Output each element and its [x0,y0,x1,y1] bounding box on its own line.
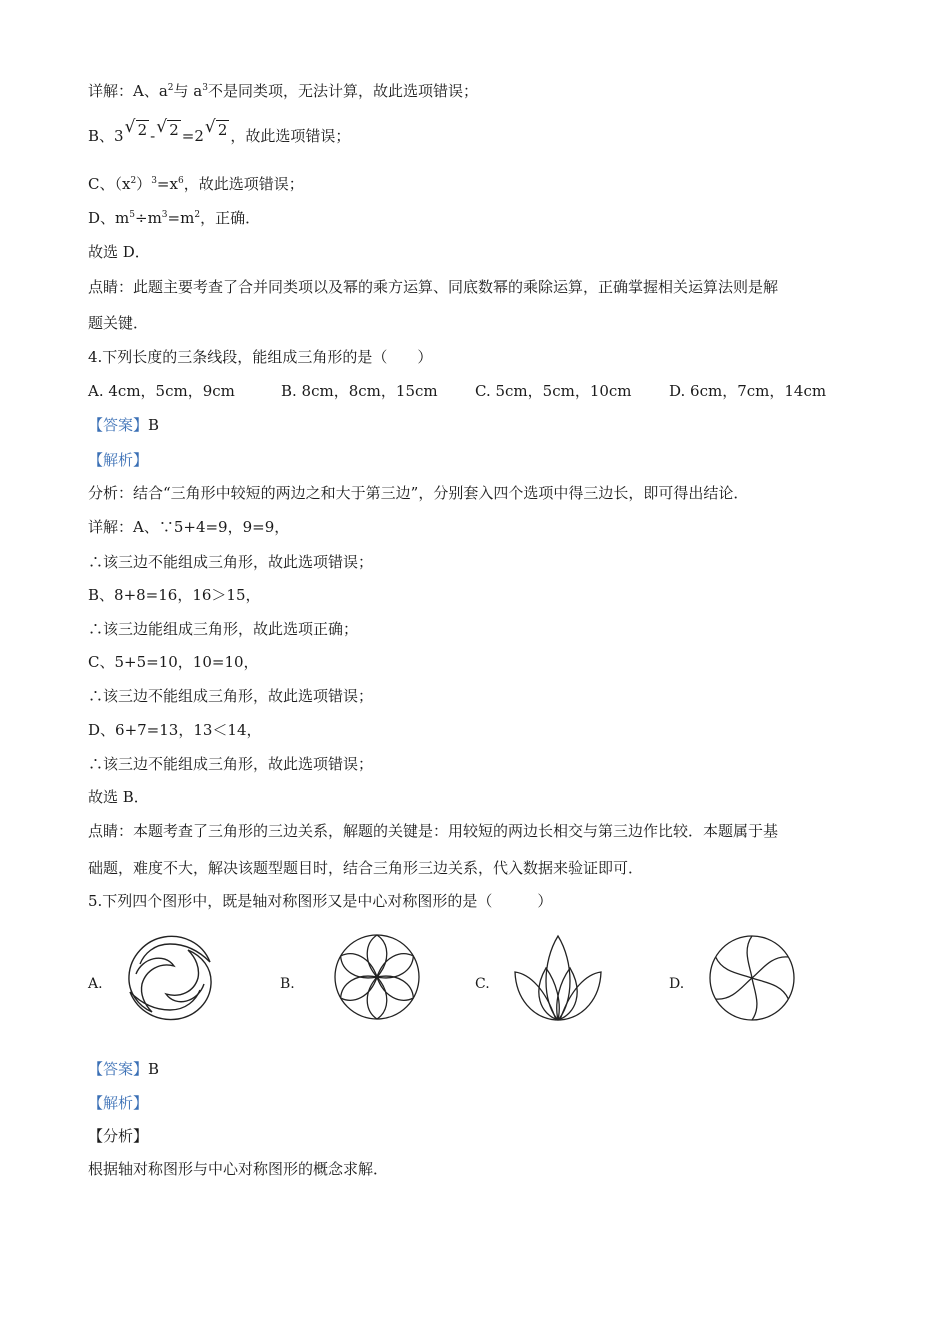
q5-fenxi-tag: 【分析】 [88,1127,149,1145]
q4-question: 4.下列长度的三条线段，能组成三角形的是（ ） [88,348,433,366]
q4-line: 分析：结合“三角形中较短的两边之和大于第三边”，分别套入四个选项中得三边长，即可得出结论． [88,484,749,502]
q4-line: ∴该三边能组成三角形，故此选项正确； [88,620,359,638]
figure-label-d: D. [669,976,685,992]
q4-line: ∴该三边不能组成三角形，故此选项错误； [88,553,374,571]
q4-line: 点睛：本题考查了三角形的三边关系，解题的关键是：用较短的两边长相交与第三边作比较．本题属于基 [88,822,779,840]
q5-fenxi-text: 根据轴对称图形与中心对称图形的概念求解． [88,1160,389,1178]
q5-analysis-tag: 【解析】 [88,1094,149,1112]
q3-detail-a: 详解：A、$a^2$与 $a^3$不是同类项，无法计算，故此选项错误； [88,82,478,100]
q5-answer: 【答案】B [88,1060,160,1078]
q3-detail-d: D、$m^5\div m^3=m^2$，正确． [88,209,261,227]
figure-b-flower-circle-icon [331,931,423,1023]
figure-d-pinwheel-icon [706,932,798,1024]
q4-line: D、6+7=13，13＜14， [88,721,262,739]
figure-label-c: C. [475,976,490,992]
q3-detail-c: C、$(x^2)^3=x^6$，故此选项错误； [88,175,304,193]
figure-c-lotus-icon [512,932,604,1024]
figure-label-a: A. [88,976,103,992]
q4-option-c: C. 5cm，5cm，10cm [475,382,632,400]
q4-line: 详解：A、∵5+4=9，9=9， [88,518,290,536]
q4-analysis-tag: 【解析】 [88,451,149,469]
q4-line: B、8+8=16，16＞15， [88,586,261,604]
sqrt-sign: √ 2 [124,117,148,139]
q5-question: 5.下列四个图形中，既是轴对称图形又是中心对称图形的是（ ） [88,892,553,910]
q3-detail-b: B、3 √ 2 - √ 2 =2 √ 2 ，故此选项错误； [88,117,351,145]
q3-comment-1: 点睛：此题主要考查了合并同类项以及幂的乘方运算、同底数幂的乘除运算，正确掌握相关运算法则是解 [88,278,779,296]
sqrt-sign: √ 2 [156,117,179,139]
q4-option-b: B. 8cm，8cm，15cm [281,382,438,400]
q4-option-a: A. 4cm，5cm，9cm [88,382,235,400]
sqrt-sign: √ 2 [204,117,228,139]
q4-line: ∴该三边不能组成三角形，故此选项错误； [88,755,374,773]
q3-comment-2: 题关键． [88,314,149,332]
q4-line: ∴该三边不能组成三角形，故此选项错误； [88,687,374,705]
figure-a-crescent-icon [124,932,216,1024]
q4-answer: 【答案】B [88,416,160,434]
figure-label-b: B. [280,976,295,992]
q4-option-d: D. 6cm，7cm，14cm [669,382,827,400]
q4-line: C、5+5=10，10=10， [88,653,259,671]
q4-line: 础题，难度不大，解决该题型题目时，结合三角形三边关系，代入数据来验证即可． [88,859,644,877]
q4-options [88,381,868,401]
q4-line: 故选 B． [88,788,149,806]
q3-choose: 故选 D． [88,243,150,261]
